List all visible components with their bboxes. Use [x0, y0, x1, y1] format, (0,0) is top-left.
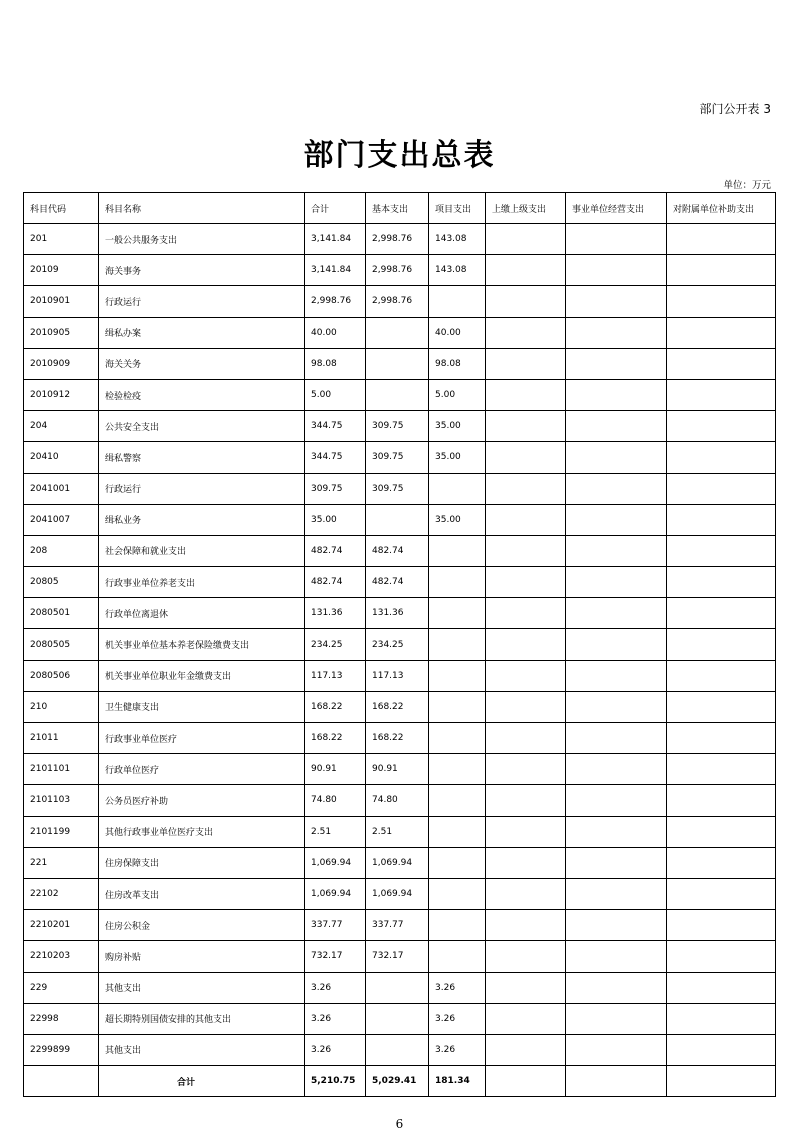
code-cell: 2010901: [24, 286, 99, 317]
basic-cell: 309.75: [366, 442, 429, 473]
name-cell: 社会保障和就业支出: [99, 535, 305, 566]
business-cell: [566, 629, 667, 660]
basic-cell: 168.22: [366, 691, 429, 722]
business-cell: [566, 317, 667, 348]
code-cell: 20410: [24, 442, 99, 473]
project-cell: [429, 847, 486, 878]
subsidy-cell: [667, 629, 776, 660]
basic-cell: 2,998.76: [366, 224, 429, 255]
name-cell: 卫生健康支出: [99, 691, 305, 722]
total-cell: 3.26: [305, 972, 366, 1003]
remit-cell: [486, 1003, 566, 1034]
project-cell: [429, 723, 486, 754]
remit-cell: [486, 442, 566, 473]
remit-cell: [486, 348, 566, 379]
business-cell: [566, 535, 667, 566]
code-cell: 20805: [24, 567, 99, 598]
business-cell: [566, 847, 667, 878]
business-cell: [566, 941, 667, 972]
table-row: [24, 723, 776, 754]
column-header-code: 科目代码: [24, 193, 99, 224]
expenditure-table: [23, 192, 776, 1097]
subsidy-cell: [667, 473, 776, 504]
code-cell: 204: [24, 411, 99, 442]
document-label: 部门公开表 3: [699, 102, 771, 116]
remit-cell: [486, 379, 566, 410]
subsidy-cell: [667, 660, 776, 691]
total-cell: 35.00: [305, 504, 366, 535]
table-row: [24, 941, 776, 972]
column-header-business: 事业单位经营支出: [566, 193, 667, 224]
subsidy-cell: [667, 598, 776, 629]
project-cell: 3.26: [429, 1003, 486, 1034]
business-cell: [566, 379, 667, 410]
table-row: [24, 535, 776, 566]
total-cell: 5.00: [305, 379, 366, 410]
table-row: [24, 660, 776, 691]
project-cell: 143.08: [429, 255, 486, 286]
code-cell: 20109: [24, 255, 99, 286]
remit-cell: [486, 567, 566, 598]
subsidy-cell: [667, 379, 776, 410]
table-row: [24, 816, 776, 847]
total-cell: 309.75: [305, 473, 366, 504]
project-cell: 143.08: [429, 224, 486, 255]
code-cell: 229: [24, 972, 99, 1003]
basic-cell: 482.74: [366, 535, 429, 566]
subsidy-cell: [667, 411, 776, 442]
total-cell: 344.75: [305, 442, 366, 473]
basic-cell: [366, 972, 429, 1003]
subsidy-cell: [667, 442, 776, 473]
subsidy-cell: [667, 754, 776, 785]
project-cell: [429, 629, 486, 660]
name-cell: 行政运行: [99, 473, 305, 504]
table-body: [24, 224, 776, 1097]
business-cell: [566, 411, 667, 442]
total-cell: 234.25: [305, 629, 366, 660]
name-cell: 机关事业单位职业年金缴费支出: [99, 660, 305, 691]
project-cell: 35.00: [429, 411, 486, 442]
total-cell: 90.91: [305, 754, 366, 785]
table-row: [24, 442, 776, 473]
code-cell: 2041001: [24, 473, 99, 504]
code-cell: 2101101: [24, 754, 99, 785]
total-cell: 2,998.76: [305, 286, 366, 317]
project-cell: [429, 785, 486, 816]
name-cell: 公务员医疗补助: [99, 785, 305, 816]
remit-cell: [486, 504, 566, 535]
remit-cell: [486, 317, 566, 348]
total-cell: 40.00: [305, 317, 366, 348]
remit-cell: [486, 411, 566, 442]
business-cell: [566, 442, 667, 473]
basic-cell: [366, 1034, 429, 1065]
project-cell: 98.08: [429, 348, 486, 379]
subsidy-cell: [667, 348, 776, 379]
name-cell: 合计: [99, 1066, 305, 1097]
project-cell: [429, 691, 486, 722]
name-cell: 公共安全支出: [99, 411, 305, 442]
subsidy-cell: [667, 1066, 776, 1097]
column-header-project: 项目支出: [429, 193, 486, 224]
code-cell: 2010905: [24, 317, 99, 348]
project-cell: [429, 941, 486, 972]
name-cell: 超长期特别国债安排的其他支出: [99, 1003, 305, 1034]
name-cell: 其他行政事业单位医疗支出: [99, 816, 305, 847]
subsidy-cell: [667, 691, 776, 722]
name-cell: 机关事业单位基本养老保险缴费支出: [99, 629, 305, 660]
business-cell: [566, 816, 667, 847]
code-cell: 22102: [24, 878, 99, 909]
basic-cell: 337.77: [366, 910, 429, 941]
table-row: [24, 473, 776, 504]
business-cell: [566, 567, 667, 598]
name-cell: 行政事业单位养老支出: [99, 567, 305, 598]
total-cell: 3.26: [305, 1034, 366, 1065]
basic-cell: 90.91: [366, 754, 429, 785]
total-cell: 3,141.84: [305, 224, 366, 255]
code-cell: 2210203: [24, 941, 99, 972]
total-cell: 482.74: [305, 567, 366, 598]
remit-cell: [486, 1034, 566, 1065]
project-cell: [429, 567, 486, 598]
project-cell: [429, 286, 486, 317]
table-row: [24, 224, 776, 255]
remit-cell: [486, 723, 566, 754]
basic-cell: 131.36: [366, 598, 429, 629]
name-cell: 检验检疫: [99, 379, 305, 410]
basic-cell: [366, 1003, 429, 1034]
table-row: [24, 910, 776, 941]
name-cell: 行政单位医疗: [99, 754, 305, 785]
business-cell: [566, 691, 667, 722]
subsidy-cell: [667, 723, 776, 754]
column-header-subsidy: 对附属单位补助支出: [667, 193, 776, 224]
subsidy-cell: [667, 1003, 776, 1034]
project-cell: [429, 754, 486, 785]
business-cell: [566, 255, 667, 286]
project-cell: 35.00: [429, 442, 486, 473]
column-header-name: 科目名称: [99, 193, 305, 224]
table-row: [24, 1003, 776, 1034]
subsidy-cell: [667, 910, 776, 941]
table-row: [24, 379, 776, 410]
project-cell: [429, 816, 486, 847]
code-cell: 2101103: [24, 785, 99, 816]
name-cell: 海关事务: [99, 255, 305, 286]
subsidy-cell: [667, 785, 776, 816]
column-header-total: 合计: [305, 193, 366, 224]
business-cell: [566, 723, 667, 754]
project-cell: [429, 535, 486, 566]
subsidy-cell: [667, 847, 776, 878]
remit-cell: [486, 598, 566, 629]
name-cell: 海关关务: [99, 348, 305, 379]
total-cell: 344.75: [305, 411, 366, 442]
code-cell: [24, 1066, 99, 1097]
subsidy-cell: [667, 286, 776, 317]
table-row: [24, 504, 776, 535]
subsidy-cell: [667, 816, 776, 847]
column-header-basic: 基本支出: [366, 193, 429, 224]
table-row: [24, 1034, 776, 1065]
basic-cell: 482.74: [366, 567, 429, 598]
remit-cell: [486, 910, 566, 941]
page-number: 6: [395, 1117, 404, 1131]
code-cell: 2010912: [24, 379, 99, 410]
remit-cell: [486, 847, 566, 878]
basic-cell: 732.17: [366, 941, 429, 972]
total-cell: 131.36: [305, 598, 366, 629]
project-cell: 40.00: [429, 317, 486, 348]
table-row: [24, 785, 776, 816]
project-cell: [429, 598, 486, 629]
business-cell: [566, 972, 667, 1003]
table-row: [24, 754, 776, 785]
remit-cell: [486, 473, 566, 504]
basic-cell: 309.75: [366, 411, 429, 442]
total-cell: 5,210.75: [305, 1066, 366, 1097]
basic-cell: 117.13: [366, 660, 429, 691]
total-cell: 2.51: [305, 816, 366, 847]
total-cell: 168.22: [305, 723, 366, 754]
name-cell: 缉私警察: [99, 442, 305, 473]
code-cell: 2080506: [24, 660, 99, 691]
column-header-remit: 上缴上级支出: [486, 193, 566, 224]
remit-cell: [486, 754, 566, 785]
business-cell: [566, 286, 667, 317]
total-cell: 117.13: [305, 660, 366, 691]
name-cell: 其他支出: [99, 972, 305, 1003]
subsidy-cell: [667, 255, 776, 286]
code-cell: 2010909: [24, 348, 99, 379]
subsidy-cell: [667, 878, 776, 909]
basic-cell: 5,029.41: [366, 1066, 429, 1097]
subsidy-cell: [667, 224, 776, 255]
subsidy-cell: [667, 941, 776, 972]
total-cell: 98.08: [305, 348, 366, 379]
business-cell: [566, 348, 667, 379]
unit-label: 单位：万元: [723, 180, 771, 191]
basic-cell: 2,998.76: [366, 286, 429, 317]
table-row: [24, 691, 776, 722]
code-cell: 22998: [24, 1003, 99, 1034]
project-cell: 5.00: [429, 379, 486, 410]
total-cell: 1,069.94: [305, 878, 366, 909]
basic-cell: 1,069.94: [366, 878, 429, 909]
header-row: [24, 193, 776, 224]
basic-cell: 74.80: [366, 785, 429, 816]
remit-cell: [486, 255, 566, 286]
business-cell: [566, 1034, 667, 1065]
remit-cell: [486, 785, 566, 816]
code-cell: 2080501: [24, 598, 99, 629]
business-cell: [566, 754, 667, 785]
code-cell: 21011: [24, 723, 99, 754]
basic-cell: 2.51: [366, 816, 429, 847]
business-cell: [566, 785, 667, 816]
basic-cell: 234.25: [366, 629, 429, 660]
project-cell: 181.34: [429, 1066, 486, 1097]
code-cell: 210: [24, 691, 99, 722]
name-cell: 行政单位离退休: [99, 598, 305, 629]
remit-cell: [486, 941, 566, 972]
subsidy-cell: [667, 504, 776, 535]
remit-cell: [486, 535, 566, 566]
basic-cell: 309.75: [366, 473, 429, 504]
business-cell: [566, 660, 667, 691]
remit-cell: [486, 972, 566, 1003]
basic-cell: 168.22: [366, 723, 429, 754]
table-row: [24, 255, 776, 286]
total-row: [24, 1066, 776, 1097]
page-title: 部门支出总表: [303, 138, 496, 173]
basic-cell: [366, 504, 429, 535]
total-cell: 3,141.84: [305, 255, 366, 286]
project-cell: [429, 660, 486, 691]
name-cell: 住房保障支出: [99, 847, 305, 878]
table-row: [24, 286, 776, 317]
business-cell: [566, 1003, 667, 1034]
table-row: [24, 598, 776, 629]
name-cell: 缉私办案: [99, 317, 305, 348]
business-cell: [566, 910, 667, 941]
code-cell: 2041007: [24, 504, 99, 535]
subsidy-cell: [667, 972, 776, 1003]
name-cell: 缉私业务: [99, 504, 305, 535]
business-cell: [566, 504, 667, 535]
remit-cell: [486, 224, 566, 255]
table-row: [24, 972, 776, 1003]
project-cell: [429, 878, 486, 909]
business-cell: [566, 878, 667, 909]
total-cell: 482.74: [305, 535, 366, 566]
name-cell: 行政事业单位医疗: [99, 723, 305, 754]
name-cell: 购房补贴: [99, 941, 305, 972]
subsidy-cell: [667, 317, 776, 348]
name-cell: 住房改革支出: [99, 878, 305, 909]
code-cell: 201: [24, 224, 99, 255]
business-cell: [566, 598, 667, 629]
table-row: [24, 847, 776, 878]
total-cell: 168.22: [305, 691, 366, 722]
basic-cell: [366, 379, 429, 410]
table-row: [24, 411, 776, 442]
total-cell: 732.17: [305, 941, 366, 972]
project-cell: [429, 910, 486, 941]
code-cell: 2101199: [24, 816, 99, 847]
business-cell: [566, 224, 667, 255]
name-cell: 一般公共服务支出: [99, 224, 305, 255]
business-cell: [566, 1066, 667, 1097]
code-cell: 2210201: [24, 910, 99, 941]
basic-cell: [366, 348, 429, 379]
basic-cell: 2,998.76: [366, 255, 429, 286]
name-cell: 其他支出: [99, 1034, 305, 1065]
project-cell: 3.26: [429, 1034, 486, 1065]
code-cell: 2080505: [24, 629, 99, 660]
basic-cell: [366, 317, 429, 348]
code-cell: 221: [24, 847, 99, 878]
remit-cell: [486, 1066, 566, 1097]
table-row: [24, 629, 776, 660]
remit-cell: [486, 660, 566, 691]
name-cell: 行政运行: [99, 286, 305, 317]
table-row: [24, 348, 776, 379]
remit-cell: [486, 878, 566, 909]
remit-cell: [486, 286, 566, 317]
business-cell: [566, 473, 667, 504]
basic-cell: 1,069.94: [366, 847, 429, 878]
subsidy-cell: [667, 1034, 776, 1065]
code-cell: 208: [24, 535, 99, 566]
table-row: [24, 317, 776, 348]
total-cell: 74.80: [305, 785, 366, 816]
remit-cell: [486, 629, 566, 660]
table-header: [24, 193, 776, 224]
name-cell: 住房公积金: [99, 910, 305, 941]
table-row: [24, 567, 776, 598]
total-cell: 1,069.94: [305, 847, 366, 878]
remit-cell: [486, 691, 566, 722]
remit-cell: [486, 816, 566, 847]
project-cell: 3.26: [429, 972, 486, 1003]
code-cell: 2299899: [24, 1034, 99, 1065]
project-cell: [429, 473, 486, 504]
total-cell: 337.77: [305, 910, 366, 941]
table-row: [24, 878, 776, 909]
total-cell: 3.26: [305, 1003, 366, 1034]
project-cell: 35.00: [429, 504, 486, 535]
subsidy-cell: [667, 535, 776, 566]
subsidy-cell: [667, 567, 776, 598]
